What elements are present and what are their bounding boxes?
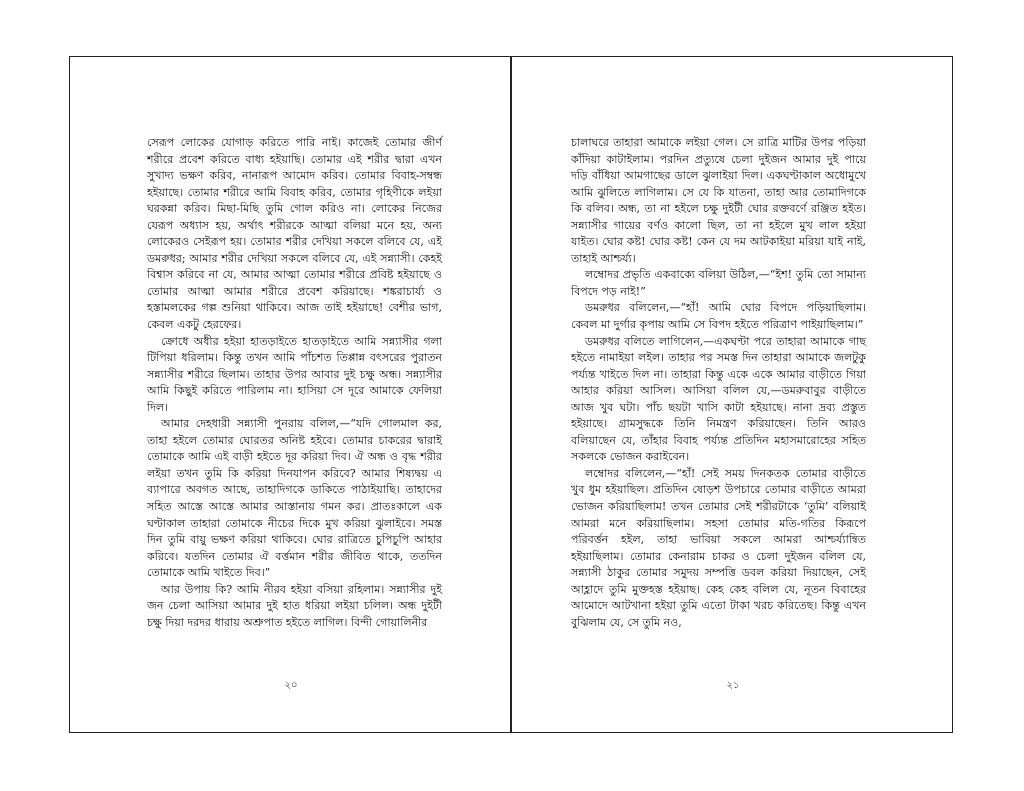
paragraph: ডমরুধর বলিলেন,—“হাঁ! আমি ঘোর বিপদে পড়িয়াছিলাম। কেবল মা দুর্গার কৃপায় আমি সে বিপদ হইতে পরিত্রাণ পাইয়াছিলাম।” [571,301,866,332]
paragraph: ক্রোধে অধীর হইয়া হাতড়াইতে হাতড়াইতে আমি সন্ন্যাসীর গলা টিপিয়া ধরিলাম। কিন্তু তখন আমি পাঁচশত তিপ্পান্ন বৎসরের পুরাতন সন্ন্যাসীর শরীরে ছিলাম। তাহার উপর আবার দুই চক্ষু অন্ধ। সন্ন্যাসীর আমি কিছুই করিতে পারিলাম না। হাসিয়া সে দূরে আমাকে ফেলিয়া দিল। [147,334,442,414]
book-spread [69,56,953,733]
paragraph: চালাঘরে তাহারা আমাকে লইয়া গেল। সে রাত্রি মাটির উপর পড়িয়া কাঁদিয়া কাটাইলাম। পরদিন প্রত্যুষে চেলা দুইজন আমার দুই পায়ে দড়ি বাঁধিয়া আমগাছের ডালে ঝুলাইয়া দিল। একঘণ্টাকাল অধোমুখে আমি ঝুলিতে লাগিলাম। সে যে কি যাতনা, তাহা আর তোমাদিগকে কি বলিব। অন্ধ, তা না হইলে চক্ষু দুইটী ঘোর রক্তবর্ণে রঞ্জিত হইত। সন্ন্যাসীর গায়ের বর্ণও কালো ছিল, তা না হইলে মুখ লাল হইয়া যাইত। ঘোর কষ্ট! ঘোর কষ্ট! কেন যে দম আটকাইয়া মরিয়া যাই নাই, তাহাই আশ্চর্য্য। [571,136,866,265]
right-page-text [571,135,866,631]
paragraph: আমার দেহধারী সন্ন্যাসী পুনরায় বলিল,—“যদি গোলমাল কর, তাহা হইলে তোমার ঘোরতর অনিষ্ট হইবে। তোমার চাকরের দ্বারাই তোমাকে আমি এই বাড়ী হইতে দূর করিয়া দিব। ঐ অন্ধ ও বৃদ্ধ শরীর লইয়া তখন তুমি কি করিয়া দিনযাপন করিবে? আমার শিষ্যদ্বয় এ ব্যাপারে অবগত আছে, তাহাদিগকে ডাকিতে পাঠাইয়াছি। তাহাদের সহিত আস্তে আস্তে আমার আস্তানায় গমন কর। প্রাতঃকালে এক ঘণ্টাকাল তাহারা তোমাকে নীচের দিকে মুখ করিয়া ঝুলাইবে। সমস্ত দিন তুমি বায়ু ভক্ষণ করিয়া থাকিবে। ঘোর রাত্রিতে চুপিচুপি আহার করিবে। যতদিন তোমার ঐ বর্ত্তমান শরীর জীবিত থাকে, ততদিন তোমাকে আমি খাইতে দিব।” [147,417,442,580]
right-page [511,56,953,733]
left-page [69,56,511,733]
paragraph: আর উপায় কি? আমি নীরব হইয়া বসিয়া রহিলাম। সন্ন্যাসীর দুই জন চেলা আসিয়া আমার দুই হাত ধরিয়া লইয়া চলিল। অন্ধ দুইটী চক্ষু দিয়া দরদর ধারায় অশ্রুপাত হইতে লাগিল। বিন্দী গোয়ালিনীর [147,582,442,629]
page-number: ২০ [284,680,298,691]
page-number: ২১ [726,680,740,691]
paragraph: লম্বোদর প্রভৃতি একবাক্যে বলিয়া উঠিল,—“ইশ! তুমি তো সামান্য বিপদে পড় নাই!” [571,268,866,298]
paragraph: ডমরুধর বলিতে লাগিলেন,—একঘণ্টা পরে তাহারা আমাকে গাছ হইতে নামাইয়া লইল। তাহার পর সমস্ত দিন তাহারা আমাকে জলটুকু পর্য্যন্ত খাইতে দিল না। তাহারা কিন্তু একে একে আমার বাড়ীতে গিয়া আহার করিয়া আসিল। আসিয়া বলিল যে,—ডমরুবাবুর বাড়ীতে আজ খুব ঘটা। পাঁচ ছয়টা খাসি কাটা হইয়াছে। নানা দ্রব্য প্রস্তুত হইয়াছে। গ্রামসুদ্ধকে তিনি নিমন্ত্রণ করিয়াছেন। তিনি আরও বলিয়াছেন যে, তাঁহার বিবাহ পর্য্যন্ত প্রতিদিন মহাসমারোহের সহিত সকলকে ভোজন করাইবেন। [571,334,866,464]
paragraph: সেরূপ লোকের যোগাড় করিতে পারি নাই। কাজেই তোমার জীর্ণ শরীরে প্রবেশ করিতে বাধ্য হইয়াছি। তোমার এই শরীর দ্বারা এখন সুখাদ্য ভক্ষণ করিব, নানারূপ আমোদ করিব। তোমার বিবাহ-সম্বন্ধ হইয়াছে। তোমার শরীরে আমি বিবাহ করিব, তোমার গৃহিণীকে লইয়া ঘরকন্না করিব। মিছা-মিছি তুমি গোল করিও না। লোকের নিজের যেরূপ অধ্যাস হয়, অর্থাৎ শরীরকে আত্মা বলিয়া মনে হয়, অন্য লোকেরও সেইরূপ হয়। তোমার শরীর দেখিয়া সকলে বলিবে যে, এই ডমরুধর; আমার শরীর দেখিয়া সকলে বলিবে যে, এই সন্ন্যাসী। কেহই বিশ্বাস করিবে না যে, আমার আত্মা তোমার শরীরে প্রবিষ্ট হইয়াছে ও তোমার আত্মা আমার শরীরে প্রবেশ করিয়াছে। শঙ্করাচার্য্য ও হস্তামলকের গল্প শুনিয়া থাকিবে। আজ তাই হইয়াছে! বেশীর ভাগ, কেবল একটু হেরফের। [147,136,442,332]
paragraph: লম্বোদর বলিলেন,—“হাঁ! সেই সময় দিনকতক তোমার বাড়ীতে খুব ধুম হইয়াছিল। প্রতিদিন ষোড়শ উপচারে তোমার বাড়ীতে আমরা ভোজন করিয়াছিলাম! তখন তোমার সেই শরীরটাকে ‘তুমি’ বলিয়াই আমরা মনে করিয়াছিলাম। সহসা তোমার মতি-গতির কিরূপে পরিবর্ত্তন হইল, তাহা ভাবিয়া সকলে আমরা আশ্চর্য্যান্বিত হইয়াছিলাম। তোমার কেনারাম চাকর ও চেলা দুইজন বলিল যে, সন্ন্যাসী ঠাকুর তোমার সমুদয় সম্পত্তি ডবল করিয়া দিয়াছেন, সেই আহ্লাদে তুমি মুক্তহস্ত হইয়াছ। কেহ কেহ বলিল যে, নূতন বিবাহের আমোদে আটখানা হইয়া তুমি এতো টাকা খরচ করিতেছ। কিন্তু এখন বুঝিলাম যে, সে তুমি নও, [571,466,866,629]
left-page-text [147,135,442,631]
